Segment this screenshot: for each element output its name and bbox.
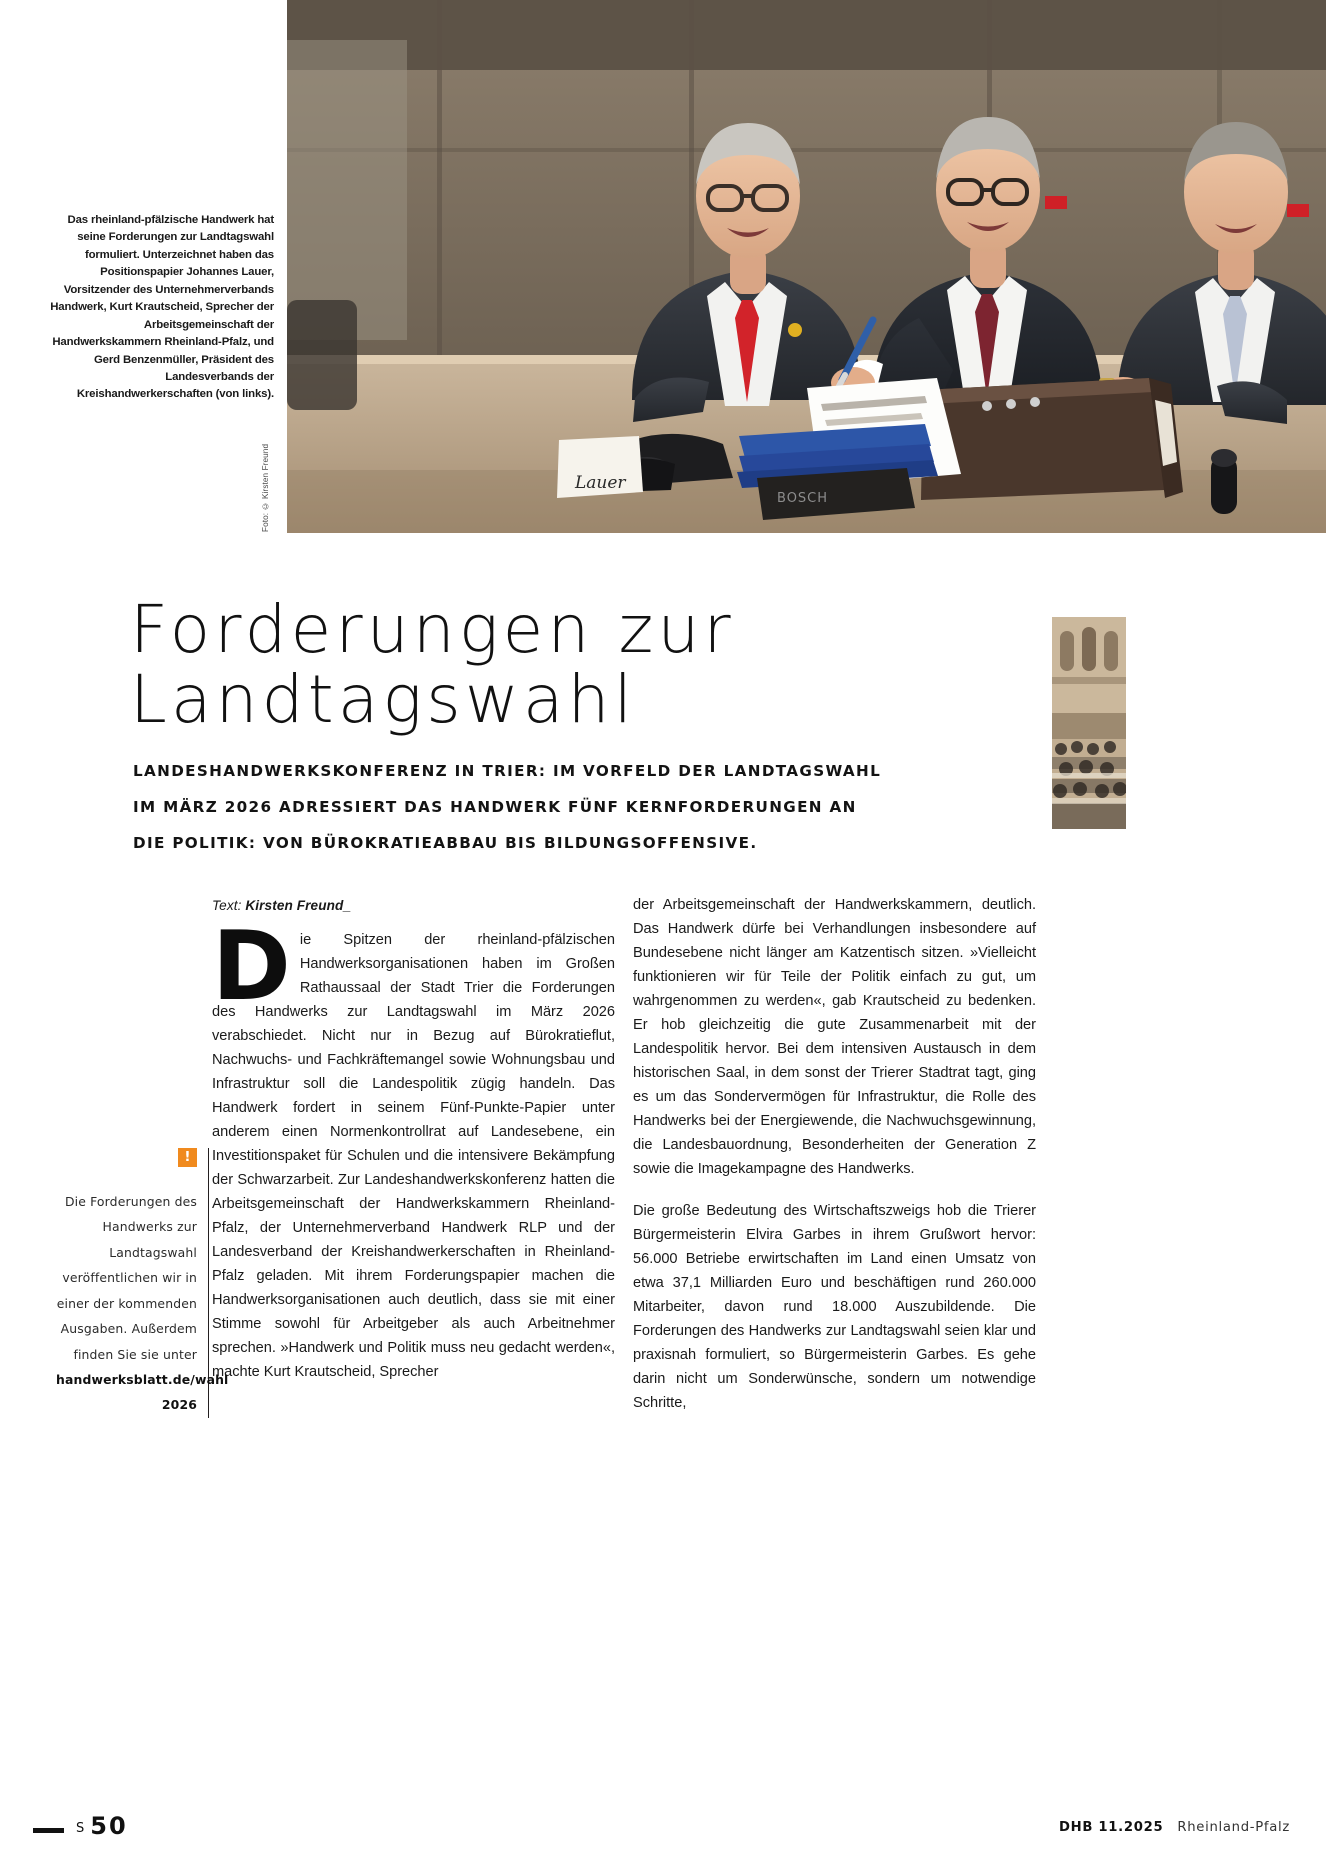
nameplate-lauer [557,436,643,498]
sidebar-note [56,1148,229,1418]
photo-credit: Foto: © Kirsten Freund [261,443,270,532]
article-column-right [633,893,1036,1415]
article-deck [133,753,923,862]
sidebar-note-text [56,1189,229,1418]
microphone [1211,449,1237,514]
deck-line-1: LANDESHANDWERKSKONFERENZ IN TRIER: IM VORFELD DER LANDTAGSWAHL [133,762,882,780]
thumbnail-illustration [1052,617,1126,829]
byline-author: Kirsten Freund_ [245,898,352,913]
footer-rule [33,1828,64,1833]
secondary-photo-thumbnail [1052,617,1126,829]
sidebar-note-url: handwerksblatt.de/wahl 2026 [56,1371,229,1413]
hero-photo-illustration [287,0,1326,533]
svg-text:BOSCH: BOSCH [777,491,829,506]
svg-text:Lauer: Lauer [575,473,626,493]
headline-line-2: Landtagswahl [130,661,637,739]
paragraph-right-2: Die große Bedeutung des Wirtschaftszweigs hob die Trierer Bürgermeisterin Elvira Garbes in ihrem Grußwort hervor: 56.000 Betriebe erwirtschaften im Land einen Umsatz von etwa 37,1 Milliarden Euro und beschäftigen rund 260.000 Mitarbeiter, davon rund 18.000 Auszubildende. Die Forderungen des Handwerks zur Landtagswahl seien klar und praxisnah formuliert, so Bürgermeisterin Garbes. Es gehe darin nicht um Sonderwünsche, sondern um notwendige Schritte, [633,1203,1036,1411]
photo-caption: Das rheinland-pfälzische Handwerk hat seine Forderungen zur Landtagswahl formuliert. Unterzeichnet haben das Positionspapier Johannes Lauer, Vorsitzender des Unternehmerverbands Handwerk, Kurt Krautscheid, Sprecher der Arbeitsgemeinschaft der Handwerkskammern Rheinland-Pfalz, und Gerd Benzenmüller, Präsident des Landesverbands der Kreishandwerkerschaften (von links). [50,214,274,401]
folio-prefix: S [76,1821,86,1836]
deck-line-2: IM MÄRZ 2026 ADRESSIERT DAS HANDWERK FÜNF KERNFORDERUNGEN AN [133,798,857,817]
byline-label: Text: [212,898,246,913]
paragraph-right-1: der Arbeitsgemeinschaft der Handwerkskammern, deutlich. Das Handwerk dürfe bei Verhandlungen insbesondere auf Bundesebene nicht länger am Katzentisch sitzen. »Vielleicht funktionieren wir für Teile der Politik einfach zu gut, um wahrgenommen zu werden«, gab Krautscheid zu bedenken. Er hob gleichzeitig die gute Zusammenarbeit mit der Landespolitik hervor. Bei dem intensiven Austausch in dem historischen Saal, in dem sonst der Trierer Stadtrat tagt, ging es um das Sondervermögen für Infrastruktur, die Rolle des Handwerks bei der Energiewende, die Nachwuchsgewinnung, die Landesbauordnung, Besonderheiten der Generation Z sowie die Imagekampagne des Handwerks. [633,897,1036,1177]
drop-cap: D [212,912,291,1022]
paragraph-left-1-text: ie Spitzen der rheinland-pfälzischen Handwerksorganisationen haben im Großen Rathaussaal der Stadt Trier die Forderungen des Handwerks zur Landtagswahl im März 2026 verabschiedet. Nicht nur in Bezug auf Bürokratieflut, Nachwuchs- und Fachkräftemangel sowie Wohnungsbau und Infrastruktur soll die Landespolitik zügig handeln. Das Handwerk fordert in seinem Fünf-Punkte-Papier unter anderem einen Normenkontrollrat auf Landesebene, ein Investitionspaket für Schulen und die intensivere Bekämpfung der Schwarzarbeit. Zur Landeshandwerkskonferenz hatten die Arbeitsgemeinschaft der Handwerkskammern Rheinland-Pfalz, der Unternehmerverband Handwerk RLP und der Landesverband der Kreishandwerkerschaften in Rheinland-Pfalz geladen. Mit ihrem Forderungspapier machen die Handwerksorganisationen auch deutlich, dass sie mit einer Stimme sowohl für Arbeitgeber als auch Arbeitnehmer sprechen. »Handwerk und Politik muss neu gedacht werden«, machte Kurt Krautscheid, Sprecher [212,932,615,1380]
article-column-left [212,912,615,1384]
paragraph-left-1 [212,912,615,1384]
footer-meta [1059,1820,1290,1835]
headline-line-1: Forderungen zur [130,591,735,669]
hero-photo [287,0,1326,533]
sidebar-note-body: Die Forderungen des Handwerks zur Landtagswahl veröffentlichen wir in einer der kommenden Ausgaben. Außerdem finden Sie sie unter [56,1194,197,1362]
folio-number: 50 [90,1812,128,1840]
deck-line-3: DIE POLITIK: VON BÜROKRATIEABBAU BIS BILDUNGSOFFENSIVE. [133,834,758,853]
byline [212,898,351,913]
footer-region: Rheinland-Pfalz [1177,1820,1290,1835]
page-title [130,591,1030,739]
exclamation-icon [178,1148,197,1167]
page-folio [76,1812,128,1840]
footer-issue: DHB 11.2025 [1058,1820,1164,1835]
